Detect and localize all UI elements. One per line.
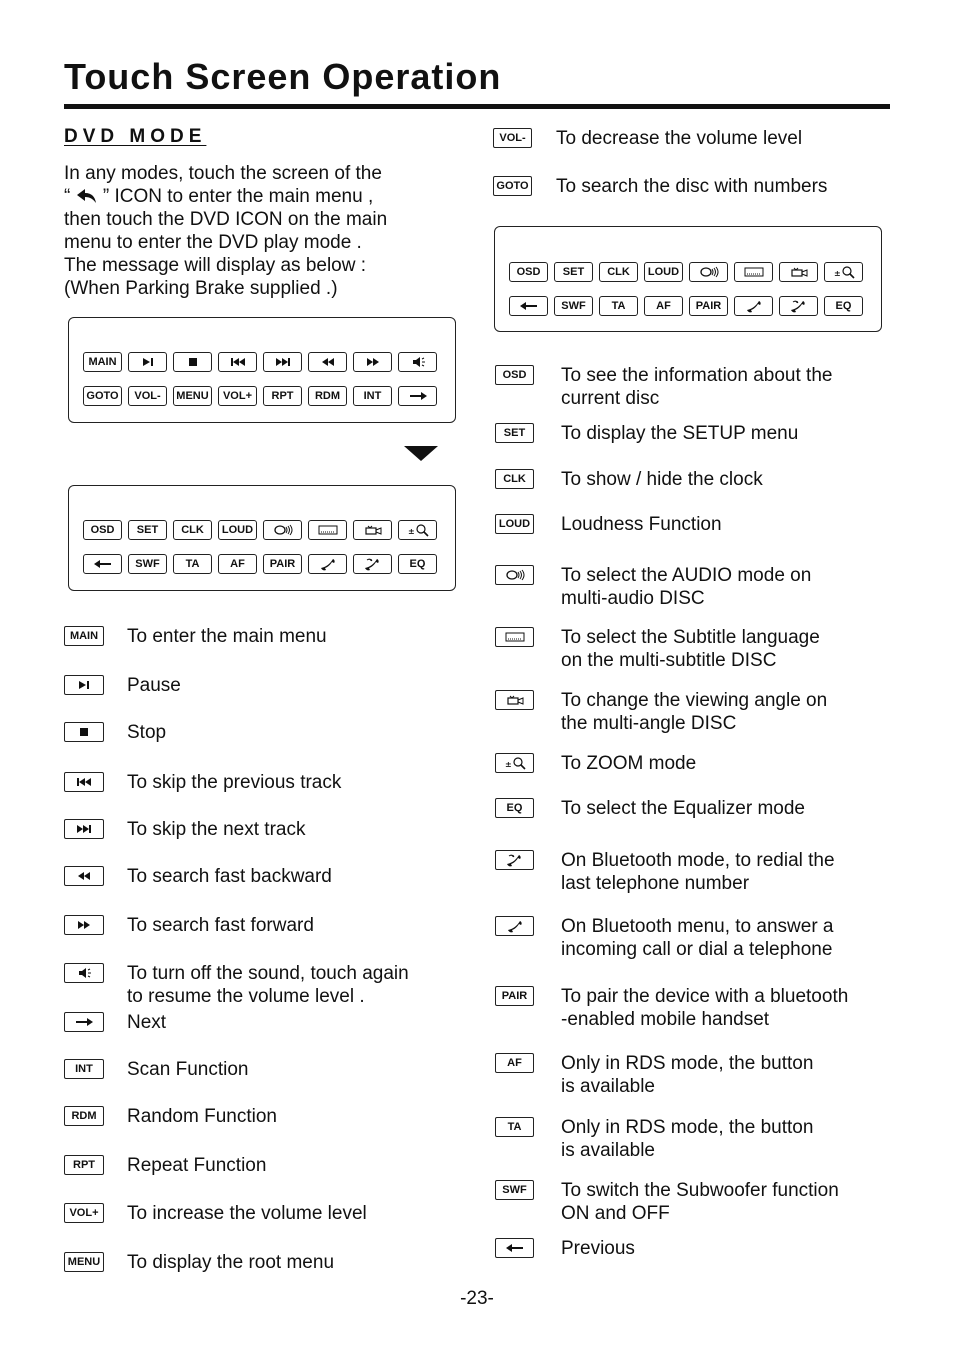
af-button[interactable]: AF: [644, 296, 683, 316]
legend-description: [561, 797, 805, 820]
audio-icon: [272, 523, 294, 537]
legend-description: [561, 364, 832, 410]
legend-description-line: To show / hide the clock: [561, 469, 763, 490]
audio-button[interactable]: [263, 520, 302, 540]
panel-3-row-2: [509, 296, 869, 316]
intro-line-1: In any modes, touch the screen of the: [64, 163, 382, 184]
intro-paragraph: [64, 162, 464, 300]
menu-key: MENU: [64, 1252, 104, 1272]
legend-description-line: To see the information about the: [561, 365, 833, 386]
legend-description-line: -enabled mobile handset: [561, 1009, 770, 1030]
angle-key: [495, 690, 534, 710]
legend-description-line: Scan Function: [127, 1059, 249, 1080]
loud-key: LOUD: [495, 514, 534, 534]
intro-quote-close: ”: [102, 186, 110, 207]
phone-icon: [317, 557, 339, 571]
set-button[interactable]: SET: [554, 262, 593, 282]
legend-description-line: To select the Equalizer mode: [561, 798, 805, 819]
subtitle-key: [495, 627, 534, 647]
eq-button[interactable]: EQ: [824, 296, 863, 316]
legend-description-line: Only in RDS mode, the button: [561, 1053, 814, 1074]
zoom-button[interactable]: [398, 520, 437, 540]
osd-button[interactable]: OSD: [509, 262, 548, 282]
vol-button[interactable]: VOL-: [128, 386, 167, 406]
subtitle-icon: [504, 630, 526, 644]
legend-description: [561, 468, 763, 491]
arrow-right-icon: [407, 389, 429, 403]
legend-description-line: To search fast forward: [127, 915, 314, 936]
legend-description-line: On Bluetooth mode, to redial the: [561, 850, 835, 871]
legend-description-line: On Bluetooth menu, to answer a: [561, 916, 834, 937]
audio-icon: [504, 568, 526, 582]
arrow-right-key: [64, 1012, 104, 1032]
down-arrow-icon: [404, 444, 438, 462]
subtitle-icon: [317, 523, 339, 537]
menu-panel-2: [68, 485, 456, 591]
legend-description-line: on the multi-subtitle DISC: [561, 650, 777, 671]
int-button[interactable]: INT: [353, 386, 392, 406]
ta-key: TA: [495, 1117, 534, 1137]
skip-next-icon: [73, 822, 95, 836]
arrow-left-icon: [504, 1241, 526, 1255]
legend-description: [556, 127, 802, 150]
legend-description-line: Only in RDS mode, the button: [561, 1117, 814, 1138]
legend-description: [561, 564, 811, 610]
main-button[interactable]: MAIN: [83, 352, 122, 372]
legend-description: [127, 721, 166, 744]
phone-button[interactable]: [734, 296, 773, 316]
audio-button[interactable]: [689, 262, 728, 282]
legend-description: [561, 985, 848, 1031]
redial-button[interactable]: [779, 296, 818, 316]
legend-description-line: is available: [561, 1140, 655, 1161]
legend-description-line: the multi-angle DISC: [561, 713, 737, 734]
legend-description-line: To skip the previous track: [127, 772, 342, 793]
ta-button[interactable]: TA: [173, 554, 212, 574]
angle-icon: [362, 523, 384, 537]
legend-description: [127, 674, 181, 697]
legend-description: [127, 818, 305, 841]
redial-icon: [362, 557, 384, 571]
subtitle-icon: [743, 265, 765, 279]
legend-description: [127, 1202, 367, 1225]
fast-forward-icon: [362, 355, 384, 369]
panel-2-row-1: [83, 520, 443, 540]
skip-next-icon: [272, 355, 294, 369]
fast-backward-icon: [317, 355, 339, 369]
play-pause-icon: [137, 355, 159, 369]
intro-line-2-text: ICON to enter the main menu ,: [114, 186, 374, 207]
legend-description-line: To select the Subtitle language: [561, 627, 820, 648]
redial-icon: [788, 299, 810, 313]
clk-key: CLK: [495, 469, 534, 489]
skip-next-button[interactable]: [263, 352, 302, 372]
int-key: INT: [64, 1059, 104, 1079]
intro-line-3: then touch the DVD ICON on the main: [64, 209, 388, 230]
arrow-right-icon: [73, 1015, 95, 1029]
legend-description-line: To decrease the volume level: [556, 128, 803, 149]
legend-description-line: multi-audio DISC: [561, 588, 705, 609]
panel-1-row-1: [83, 352, 443, 372]
rpt-key: RPT: [64, 1155, 104, 1175]
swf-button[interactable]: SWF: [128, 554, 167, 574]
menu-panel-3: [494, 226, 882, 332]
eq-key: EQ: [495, 798, 534, 818]
legend-description-line: ON and OFF: [561, 1203, 670, 1224]
intro-line-2: [64, 185, 464, 208]
legend-description: [561, 1116, 813, 1162]
skip-previous-key: [64, 772, 104, 792]
set-button[interactable]: SET: [128, 520, 167, 540]
legend-description-line: Stop: [127, 722, 167, 743]
skip-previous-button[interactable]: [218, 352, 257, 372]
skip-previous-icon: [227, 355, 249, 369]
stop-key: [64, 722, 104, 742]
legend-description-line: To ZOOM mode: [561, 753, 697, 774]
loud-button[interactable]: LOUD: [218, 520, 257, 540]
legend-description: [127, 1011, 166, 1034]
legend-description-line: to resume the volume level .: [127, 986, 365, 1007]
vol-button[interactable]: VOL+: [218, 386, 257, 406]
legend-description-line: Repeat Function: [127, 1155, 267, 1176]
audio-key: [495, 565, 534, 585]
af-button[interactable]: AF: [218, 554, 257, 574]
arrow-left-button[interactable]: [509, 296, 548, 316]
panel-2-row-2: [83, 554, 443, 574]
pair-button[interactable]: PAIR: [263, 554, 302, 574]
play-pause-key: [64, 675, 104, 695]
legend-description: [561, 513, 722, 536]
redial-button[interactable]: [353, 554, 392, 574]
stop-icon: [73, 725, 95, 739]
zoom-icon: [833, 265, 855, 279]
legend-description-line: To search the disc with numbers: [556, 176, 828, 197]
vol-key: VOL+: [64, 1203, 104, 1223]
af-key: AF: [495, 1053, 534, 1073]
legend-description-line: To enter the main menu: [127, 626, 327, 647]
legend-description-line: Loudness Function: [561, 514, 722, 535]
intro-line-5: The message will display as below :: [64, 255, 367, 276]
skip-previous-icon: [73, 775, 95, 789]
intro-quote-open: “: [64, 186, 71, 207]
legend-description-line: To switch the Subwoofer function: [561, 1180, 839, 1201]
legend-description: [127, 625, 327, 648]
panel-1-row-2: [83, 386, 443, 406]
legend-description: [561, 689, 827, 735]
osd-key: OSD: [495, 365, 534, 385]
panel-3-row-1: [509, 262, 869, 282]
angle-button[interactable]: [779, 262, 818, 282]
zoom-button[interactable]: [824, 262, 863, 282]
eq-button[interactable]: EQ: [398, 554, 437, 574]
legend-description: [561, 849, 835, 895]
legend-description-line: current disc: [561, 388, 660, 409]
skip-next-key: [64, 819, 104, 839]
legend-description: [127, 771, 341, 794]
fast-forward-button[interactable]: [353, 352, 392, 372]
audio-icon: [698, 265, 720, 279]
angle-button[interactable]: [353, 520, 392, 540]
fast-backward-button[interactable]: [308, 352, 347, 372]
rdm-button[interactable]: RDM: [308, 386, 347, 406]
redial-icon: [504, 853, 526, 867]
phone-key: [495, 916, 534, 936]
legend-description: [561, 422, 798, 445]
page-title: Touch Screen Operation: [64, 56, 502, 97]
svg-text:±: ±: [407, 527, 415, 536]
legend-description-line: incoming call or dial a telephone: [561, 939, 833, 960]
angle-icon: [504, 693, 526, 707]
zoom-icon: [407, 523, 429, 537]
legend-description-line: To search fast backward: [127, 866, 332, 887]
legend-description: [561, 1052, 813, 1098]
osd-button[interactable]: OSD: [83, 520, 122, 540]
mute-key: [64, 963, 104, 983]
legend-description-line: is available: [561, 1076, 655, 1097]
page-number: -23-: [460, 1288, 494, 1309]
phone-icon: [743, 299, 765, 313]
legend-description-line: To display the SETUP menu: [561, 423, 799, 444]
legend-description-line: last telephone number: [561, 873, 750, 894]
phone-button[interactable]: [308, 554, 347, 574]
section-heading: DVD MODE: [64, 126, 207, 147]
legend-description-line: To select the AUDIO mode on: [561, 565, 812, 586]
legend-description: [561, 626, 820, 672]
main-key: MAIN: [64, 626, 104, 646]
svg-text:±: ±: [504, 760, 512, 769]
fast-forward-icon: [73, 918, 95, 932]
legend-description-line: To turn off the sound, touch again: [127, 963, 409, 984]
goto-key: GOTO: [493, 176, 532, 196]
zoom-icon: [504, 756, 526, 770]
ta-button[interactable]: TA: [599, 296, 638, 316]
mute-icon: [73, 966, 95, 980]
set-key: SET: [495, 423, 534, 443]
fast-backward-key: [64, 866, 104, 886]
legend-description: [127, 865, 332, 888]
legend-description: [561, 1179, 839, 1225]
menu-panel-1: [68, 317, 456, 423]
legend-description-line: To skip the next track: [127, 819, 306, 840]
legend-description-line: Previous: [561, 1238, 635, 1259]
phone-icon: [504, 919, 526, 933]
legend-description-line: Pause: [127, 675, 181, 696]
legend-description-line: Random Function: [127, 1106, 277, 1127]
fast-backward-icon: [73, 869, 95, 883]
svg-text:±: ±: [833, 269, 841, 278]
swf-key: SWF: [495, 1180, 534, 1200]
legend-description: [561, 915, 834, 961]
legend-description: [556, 175, 827, 198]
title-rule: [64, 104, 890, 109]
pair-key: PAIR: [495, 986, 534, 1006]
goto-button[interactable]: GOTO: [83, 386, 122, 406]
legend-description-line: Next: [127, 1012, 167, 1033]
legend-description-line: To increase the volume level: [127, 1203, 367, 1224]
legend-description: [127, 1105, 277, 1128]
back-arrow-icon: [76, 188, 98, 204]
legend-description: [561, 752, 696, 775]
legend-description-line: To change the viewing angle on: [561, 690, 828, 711]
intro-line-6: (When Parking Brake supplied .): [64, 278, 338, 299]
legend-description: [127, 962, 409, 1008]
pair-button[interactable]: PAIR: [689, 296, 728, 316]
clk-button[interactable]: CLK: [599, 262, 638, 282]
stop-button[interactable]: [173, 352, 212, 372]
legend-description: [127, 914, 314, 937]
legend-description: [127, 1154, 266, 1177]
mute-button[interactable]: [398, 352, 437, 372]
legend-description: [127, 1058, 248, 1081]
arrow-right-button[interactable]: [398, 386, 437, 406]
arrow-left-icon: [518, 299, 540, 313]
intro-line-4: menu to enter the DVD play mode .: [64, 232, 362, 253]
rpt-button[interactable]: RPT: [263, 386, 302, 406]
legend-description-line: To display the root menu: [127, 1252, 335, 1273]
play-pause-icon: [73, 678, 95, 692]
clk-button[interactable]: CLK: [173, 520, 212, 540]
angle-icon: [788, 265, 810, 279]
subtitle-button[interactable]: [734, 262, 773, 282]
redial-key: [495, 850, 534, 870]
subtitle-button[interactable]: [308, 520, 347, 540]
arrow-left-button[interactable]: [83, 554, 122, 574]
legend-description: [127, 1251, 334, 1274]
stop-icon: [182, 355, 204, 369]
zoom-key: [495, 753, 534, 773]
legend-description: [561, 1237, 635, 1260]
loud-button[interactable]: LOUD: [644, 262, 683, 282]
rdm-key: RDM: [64, 1106, 104, 1126]
arrow-left-key: [495, 1238, 534, 1258]
mute-icon: [407, 355, 429, 369]
menu-button[interactable]: MENU: [173, 386, 212, 406]
fast-forward-key: [64, 915, 104, 935]
arrow-left-icon: [92, 557, 114, 571]
legend-description-line: To pair the device with a bluetooth: [561, 986, 849, 1007]
swf-button[interactable]: SWF: [554, 296, 593, 316]
vol-key: VOL-: [493, 128, 532, 148]
play-pause-button[interactable]: [128, 352, 167, 372]
